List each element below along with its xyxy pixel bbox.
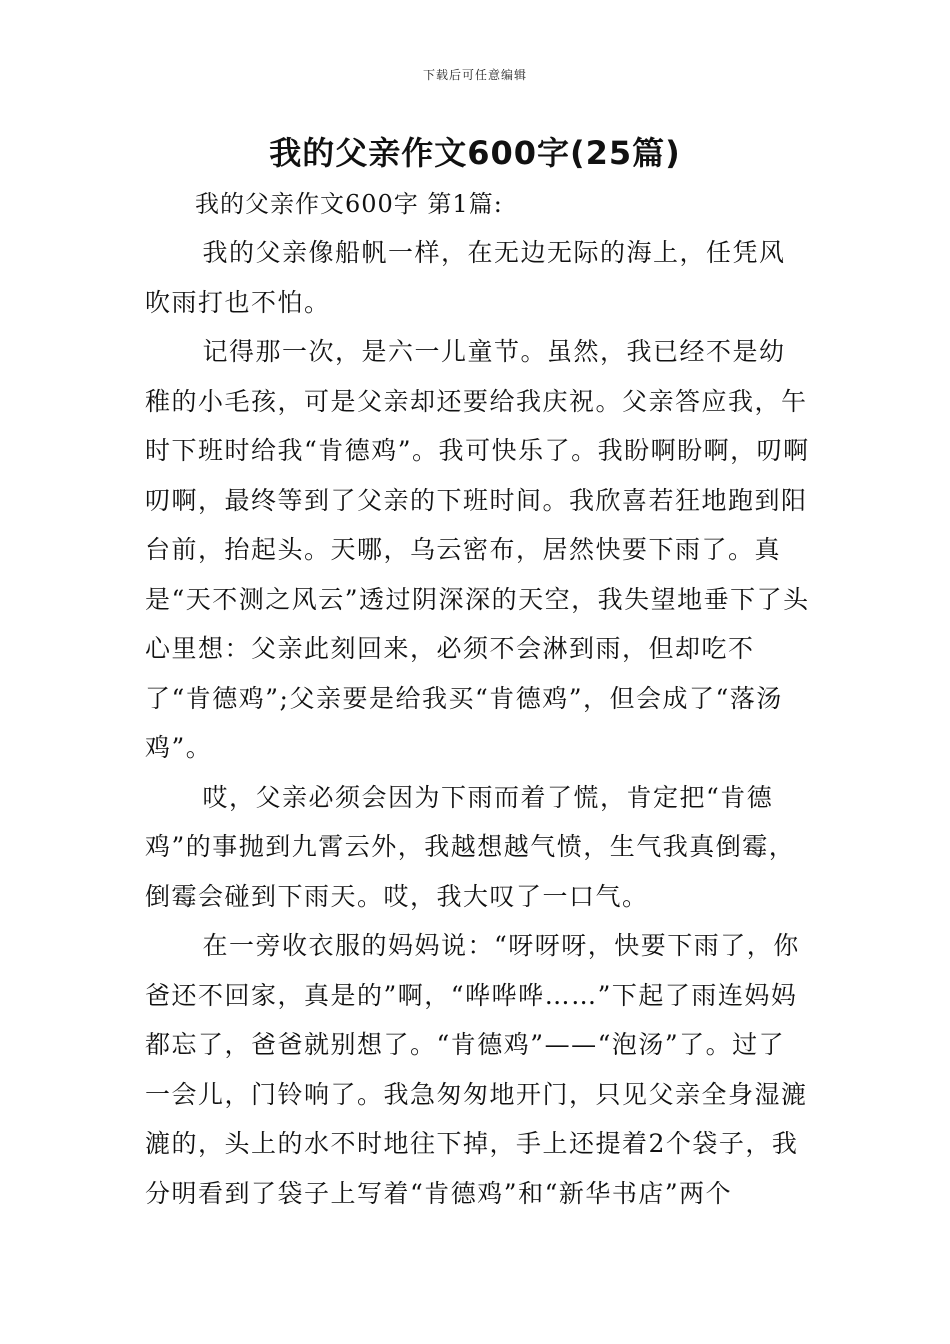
paragraph-4: 在一旁收衣服的妈妈说：“呀呀呀，快要下雨了，你爸还不回家，真是的”啊，“哗哗哗……”下起了雨连妈妈都忘了，爸爸就别想了。“肯德鸡”——“泡汤”了。过了一会儿，门铃响了。我急匆匆地开门，只见父亲全身湿漉漉的，头上的水不时地往下掉，手上还提着2个袋子，我分明看到了袋子上写着“肯德鸡”和“新华书店”两个 bbox=[145, 931, 808, 1208]
header-note: 下载后可任意编辑 bbox=[422, 68, 527, 82]
paragraph-2: 记得那一次，是六一儿童节。虽然，我已经不是幼稚的小毛孩，可是父亲却还要给我庆祝。父亲答应我，午时下班时给我“肯德鸡”。我可快乐了。我盼啊盼啊，叨啊叨啊，最终等到了父亲的下班时间。我欣喜若狂地跑到阳台前，抬起头。天哪，乌云密布，居然快要下雨了。真是“天不测之风云”透过阴深深的天空，我失望地垂下了头心里想：父亲此刻回来，必须不会淋到雨，但却吃不了“肯德鸡”;父亲要是给我买“肯德鸡”，但会成了“落汤鸡”。 bbox=[145, 337, 810, 762]
section-subtitle: 我的父亲作文600字 第1篇: bbox=[195, 190, 503, 218]
article-body bbox=[145, 228, 810, 1218]
page-title: 我的父亲作文600字(25篇) bbox=[269, 134, 681, 172]
paragraph-1: 我的父亲像船帆一样，在无边无际的海上，任凭风吹雨打也不怕。 bbox=[145, 238, 786, 317]
paragraph-3: 哎，父亲必须会因为下雨而着了慌，肯定把“肯德鸡”的事抛到九霄云外，我越想越气愤，生气我真倒霉，倒霉会碰到下雨天。哎，我大叹了一口气。 bbox=[145, 782, 796, 911]
